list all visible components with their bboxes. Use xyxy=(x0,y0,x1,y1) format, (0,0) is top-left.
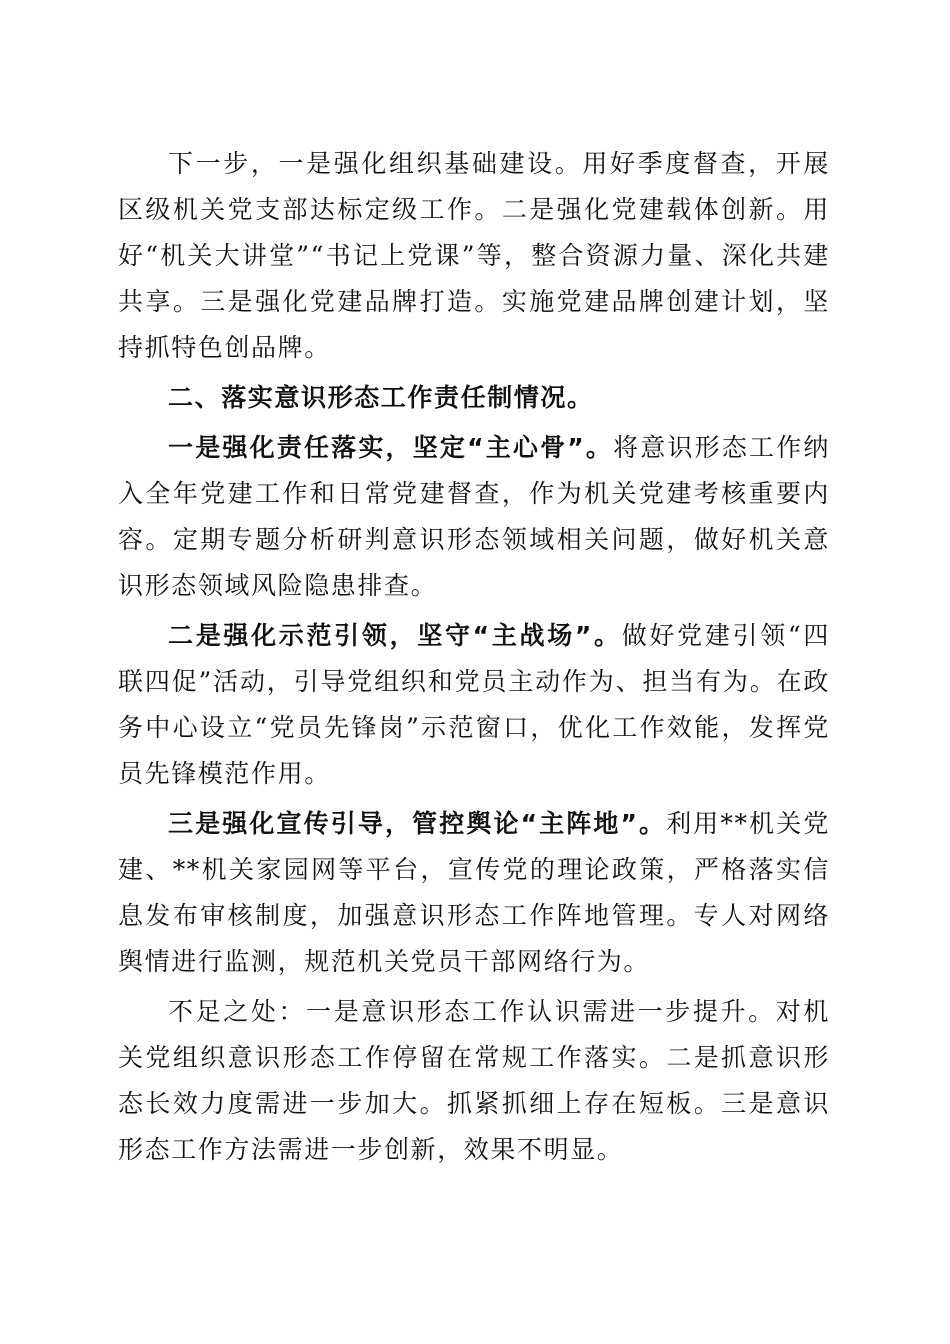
item-2-lead: 二是强化示范引领，坚守“主战场”。 xyxy=(168,621,622,650)
item-3-body: 利用**机关党建、**机关家园网等平台，宣传党的理论政策，严格落实信息发布审核制度，加强意识形态工作阵地管理。专人对网络舆情进行监测，规范机关党员干部网络行为。 xyxy=(118,809,830,976)
paragraph-item-1 xyxy=(118,425,830,609)
item-2-body: 做好党建引领“四联四促”活动，引导党组织和党员主动作为、担当有为。在政务中心设立“党员先锋岗”示范窗口，优化工作效能，发挥党员先锋模范作用。 xyxy=(118,621,830,788)
paragraph-item-3 xyxy=(118,801,830,985)
paragraph-shortcomings: 不足之处：一是意识形态工作认识需进一步提升。对机关党组织意识形态工作停留在常规工作落实。二是抓意识形态长效力度需进一步加大。抓紧抓细上存在短板。三是意识形态工作方法需进一步创新，效果不明显。 xyxy=(118,997,830,1164)
item-3-lead: 三是强化宣传引导，管控舆论“主阵地”。 xyxy=(168,809,667,838)
item-1-body: 将意识形态工作纳入全年党建工作和日常党建督查，作为机关党建考核重要内容。定期专题分析研判意识形态领域相关问题，做好机关意识形态领域风险隐患排查。 xyxy=(118,433,830,600)
item-1-lead: 一是强化责任落实，坚定“主心骨”。 xyxy=(168,433,614,462)
section-heading: 二、落实意识形态工作责任制情况。 xyxy=(168,383,594,412)
paragraph-next-steps: 下一步，一是强化组织基础建设。用好季度督查，开展区级机关党支部达标定级工作。二是强化党建载体创新。用好“机关大讲堂”“书记上党课”等，整合资源力量、深化共建共享。三是强化党建品牌打造。实施党建品牌创建计划，坚持抓特色创品牌。 xyxy=(118,149,830,362)
paragraph-item-2 xyxy=(118,613,830,797)
document-body xyxy=(118,141,830,1173)
